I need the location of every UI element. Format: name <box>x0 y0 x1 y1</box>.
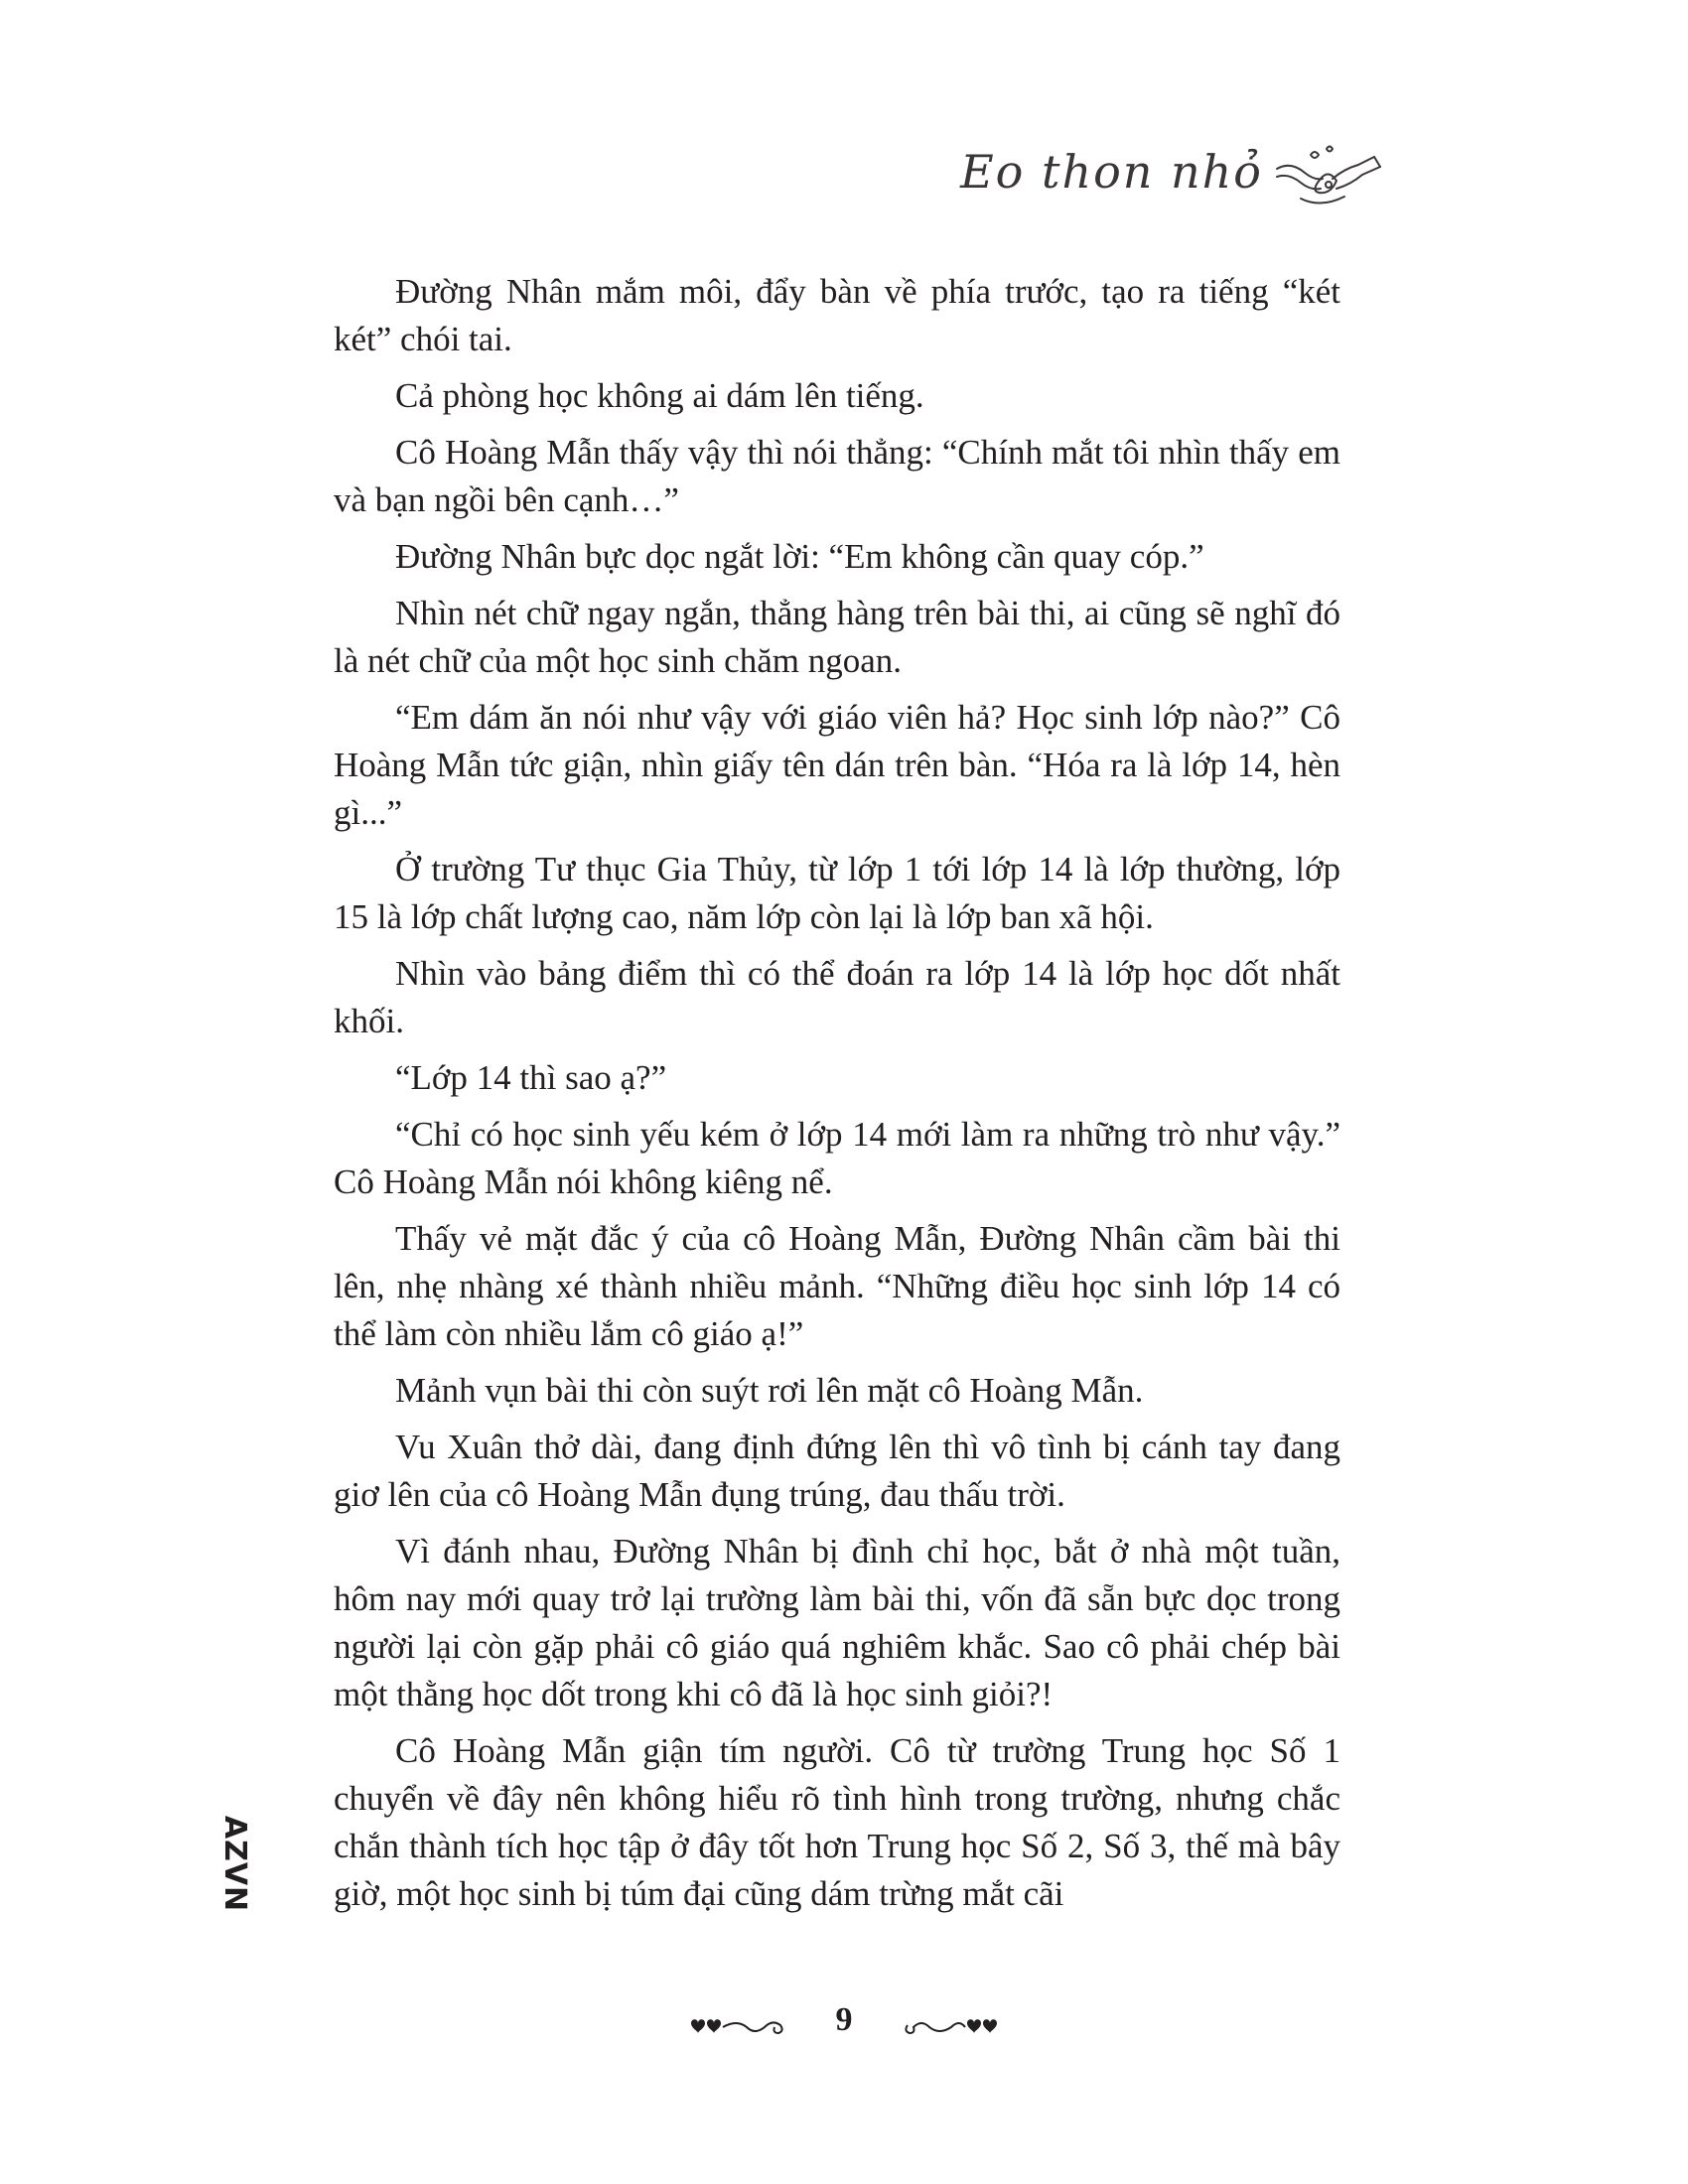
paragraph: “Chỉ có học sinh yếu kém ở lớp 14 mới làm ra những trò như vậy.” Cô Hoàng Mẫn nói không kiêng nể. <box>334 1115 1340 1201</box>
paragraph: Vu Xuân thở dài, đang định đứng lên thì vô tình bị cánh tay đang giơ lên của cô Hoàng Mẫn đụng trúng, đau thấu trời. <box>334 1428 1340 1514</box>
paragraph: Nhìn vào bảng điểm thì có thể đoán ra lớp 14 là lớp học dốt nhất khối. <box>334 954 1340 1040</box>
paragraph: Đường Nhân bực dọc ngắt lời: “Em không cần quay cóp.” <box>395 537 1204 576</box>
body-text <box>334 268 1340 1927</box>
publisher-logo-text: AZVN <box>217 1815 253 1913</box>
paragraph: Cô Hoàng Mẫn giận tím người. Cô từ trường Trung học Số 1 chuyển về đây nên không hiểu rõ tình hình trong trường, nhưng chắc chắn thành tích học tập ở đây tốt hơn Trung học Số 2, Số 3, thế mà bây giờ, một học sinh bị túm đại cũng dám trừng mắt cãi <box>334 1731 1340 1913</box>
paragraph: Thấy vẻ mặt đắc ý của cô Hoàng Mẫn, Đường Nhân cầm bài thi lên, nhẹ nhàng xé thành nhiều mảnh. “Những điều học sinh lớp 14 có thể làm còn nhiều lắm cô giáo ạ!” <box>334 1219 1340 1353</box>
publisher-logo <box>207 1817 266 1912</box>
paragraph: Mảnh vụn bài thi còn suýt rơi lên mặt cô Hoàng Mẫn. <box>395 1371 1144 1410</box>
paragraph: Cô Hoàng Mẫn thấy vậy thì nói thẳng: “Chính mắt tôi nhìn thấy em và bạn ngồi bên cạnh…” <box>334 433 1340 519</box>
paragraph: Đường Nhân mắm môi, đẩy bàn về phía trước, tạo ra tiếng “két két” chói tai. <box>334 272 1340 358</box>
heart-swirl-icon <box>894 2005 1003 2045</box>
book-title: Eo thon nhỏ <box>960 145 1263 199</box>
holding-hands-icon <box>1271 139 1390 218</box>
paragraph: “Lớp 14 thì sao ạ?” <box>395 1058 667 1097</box>
paragraph: “Em dám ăn nói như vậy với giáo viên hả? Học sinh lớp nào?” Cô Hoàng Mẫn tức giận, nhìn giấy tên dán trên bàn. “Hóa ra là lớp 14, hèn gì...” <box>334 698 1340 832</box>
running-header <box>933 139 1390 218</box>
paragraph: Nhìn nét chữ ngay ngắn, thẳng hàng trên bài thi, ai cũng sẽ nghĩ đó là nét chữ của một học sinh chăm ngoan. <box>334 594 1340 680</box>
paragraph: Vì đánh nhau, Đường Nhân bị đình chỉ học, bắt ở nhà một tuần, hôm nay mới quay trở lại trường làm bài thi, vốn đã sẵn bực dọc trong người lại còn gặp phải cô giáo quá nghiêm khắc. Sao cô phải chép bài một thằng học dốt trong khi cô đã là học sinh giỏi?! <box>334 1532 1340 1713</box>
paragraph: Ở trường Tư thục Gia Thủy, từ lớp 1 tới lớp 14 là lớp thường, lớp 15 là lớp chất lượng cao, năm lớp còn lại là lớp ban xã hội. <box>334 850 1340 936</box>
paragraph: Cả phòng học không ai dám lên tiếng. <box>395 376 924 415</box>
page-number: 9 <box>835 2001 853 2038</box>
heart-swirl-icon <box>685 2005 794 2045</box>
page-footer <box>0 1995 1688 2055</box>
